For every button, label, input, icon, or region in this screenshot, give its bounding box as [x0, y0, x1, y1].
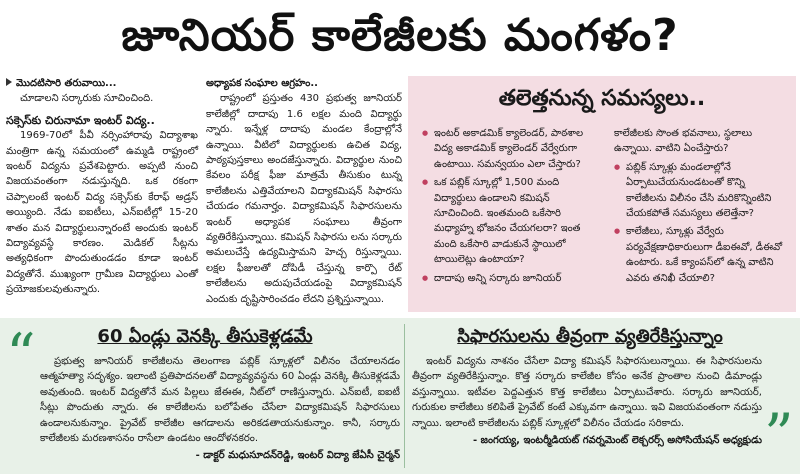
- list-item: ● దాదాపు అన్ని సర్కారు జూనియర్: [434, 271, 598, 286]
- column-divider: [404, 324, 405, 468]
- quotes-section: [0, 318, 800, 474]
- quote-a-title: 60 ఏండ్లు వెనక్కి తీసుకెళ్లడమే: [97, 326, 313, 347]
- body-text: 1969-70లో పీవీ నర్సింహారావు విద్యాశాఖ మంత్రిగా ఉన్న సమయంలో ఉమ్మడి రాష్ట్రంలో ఇంటర్ విద్యను ప్రవేశపెట్టారు. అప్పటి నుంచి విజయవంతంగా నడుస్తున్నది. ఒక రకంగా చెప్పాలంటే ఇంటర్ విద్య సక్సెస్‌కు కేరాఫ్ అడ్రస్ అయ్యింది. నేడు ఐఐటీలు, ఎన్ఐటీల్లో 15-20 శాతం మన విద్యార్థులున్నారంటే అందుకు ఇంటర్ విద్యావ్యవస్థే కారణం. మెడికల్ సీట్లను అత్యధికంగా పొందుతుండడం కూడా ఇంటర్ విద్యతోనే. ముఖ్యంగా గ్రామీణ విద్యార్థులు ఎంతో ప్రయోజకులవుతున్నారు.: [6, 130, 198, 296]
- quote-open-icon: “: [6, 321, 36, 389]
- quote-a-body: ప్రభుత్వ జూనియర్ కాలేజీలను తెలంగాణ పబ్లిక్ స్కూళ్లలో విలీనం చేయాలనడం ఆత్మహత్యా సదృశ్యం. ఇలాంటి ప్రతిపాదనలతో విద్యావ్యవస్థను 60 ఏండ్లు వెనక్కి తీసుకెళ్లడమే అవుతుంది. ఇంటర్ విద్యతోనే మన పిల్లలు జేఈఈ, నీట్‌లో రాణిస్తున్నారు. ఎన్ఐటీ, ఐఐటీ సీట్లు పొందుతు న్నారు. ఈ కాలేజీలను బలోపేతం చేసేలా విద్యాకమిషన్ సిఫారసులు ఉండాలనుకున్నాం. ప్రైవేట్ కాలేజీల ఆగడాలను అరికడతాయనుకున్నాం. కానీ, సర్కారు కాలేజీలకు మరణశాసనం రాసేలా ఉండటం ఆందోళనకరం. - డాక్టర్ మధుసూదన్‌రెడ్డి, ఇంటర్ విద్యా జేఏసీ చైర్మన్: [40, 354, 400, 474]
- kicker: మొదటిసారి తరువాయి...: [6, 76, 198, 91]
- article-column-1: [6, 76, 198, 298]
- body-text: రాష్ట్రంలో ప్రస్తుతం 430 ప్రభుత్వ జూనియర్ కాలేజీల్లో దాదాపు 1.6 లక్షల మంది విద్యార్థు న్నారు. ఇన్నేళ్ల దాదాపు మండల కేంద్రాల్లోనే ఉన్నాయి. వీటిలో విద్యార్థులకు ఉచిత విద్య, పాఠ్యపుస్తకాలు అందజేస్తున్నారు. విద్యార్థుల నుంచి కేవలం పరీక్ష ఫీజు మాత్రమే తీసుకుం టున్న కాలేజీలను ఎత్తివేయాలని విద్యాకమిషన్ సిఫారసు చేయడం గమనార్హం. విద్యాకమిషన్ సిఫారసులను ఇంటర్ అధ్యాపక సంఘాలు తీవ్రంగా వ్యతిరేకిస్తున్నాయి. కమిషన్ సిఫారసు లను సర్కారు అమలుచేస్తే ఉద్యమిస్తామని హెచ్చ రిస్తున్నాయి. లక్షల ఫీజులతో దోపిడీ చేస్తున్న కార్పొ రేట్ కాలేజీలను అదుపుచేయడంపై విద్యాకమిషన్ ఎందుకు దృష్టిసారించడం లేదని ప్రశ్నిస్తున్నాయి.: [206, 93, 402, 305]
- quote-b-body: ఇంటర్ విద్యను నాశనం చేసేలా విద్యా కమిషన్ సిఫారసులున్నాయి. ఈ సిఫారసులను తీవ్రంగా వ్యతిరేకిస్తున్నాం. కొత్త సర్కారు కాలేజీల కోసం అనేక ప్రాంతాల నుంచి డిమాండ్లు వస్తున్నాయి. ఇటీవల పెద్దఎత్తున కొత్త కాలేజీలు ఏర్పాటుచేశారు. సర్కారు జూనియర్, గురుకుల కాలేజీలు కలిపితే ప్రైవేట్ కంటే ఎక్కువగా ఉన్నాయి. ఇవి విజయవంతంగా నడుస్తు న్నాయి. ఇలాంటి కాలేజీలను పబ్లిక్ స్కూళ్లలో విలీనం చేయడం సరికాదు. - జంగయ్య, ఇంటర్మీడియట్ గవర్నమెంట్ లెక్చరర్స్ అసోసియేషన్ అధ్యక్షుడు: [412, 354, 762, 458]
- continued-text: కాలేజీలకు సొంత భవనాలు, స్థలాలు ఉన్నాయి. వాటిని ఏంచేస్తారు?: [614, 128, 753, 155]
- list-item: ● కాలేజీలు, స్కూళ్లు వేర్వేరు పర్యవేక్షణాధికారులుగా డీఐఈవో, డీఈవో ఉంటారు. ఒకే క్యాంపస్‌లో ఉన్న వాటిని ఎవరు తనిఖీ చేయాలి?: [626, 224, 784, 286]
- problems-right-column: [614, 126, 784, 289]
- quote-close-icon: ”: [764, 401, 794, 469]
- problems-left-column: [422, 126, 598, 289]
- quote-a-signature: - డాక్టర్ మధుసూదన్‌రెడ్డి, ఇంటర్ విద్యా జేఏసీ చైర్మన్: [195, 450, 400, 462]
- article-column-2: [206, 76, 402, 307]
- problems-box: [408, 76, 796, 312]
- list-item: ● పబ్లిక్ స్కూళ్లు మండలాల్లోనే ఏర్పాటుచేయనుండటంతో కొన్ని కాలేజీలను విలీనం చేసి మరికొన్నింటిని చేయకపోతే సమస్యలు తలెత్తేనా?: [626, 160, 784, 222]
- list-item: ● ఇంటర్ అకాడమిక్ క్యాలెండర్, పాఠశాల విద్య అకాడమిక్ క్యాలెండర్ వేర్వేరుగా ఉంటాయి. సమన్వయం ఎలా చేస్తారు?: [434, 126, 598, 172]
- lead-text: చూడాలని సర్కారుకు సూచించింది.: [20, 93, 154, 105]
- list-item: ● ఒక పబ్లిక్ స్కూల్లో 1,500 మంది విద్యార్థులు ఉండాలని కమిషన్ సూచించింది. ఇంతమంది ఒకేసారి మధ్యాహ్న భోజనం చేయగలరా? ఇంత మంది ఒకేసారి వాడుకునే స్థాయిలో టాయిలెట్లు ఉంటాయా?: [434, 175, 598, 267]
- triangle-icon: [6, 78, 12, 86]
- quote-b-title: సిఫారసులను తీవ్రంగా వ్యతిరేకిస్తున్నాం: [457, 326, 723, 347]
- subhead: సక్సెస్‌కు చిరునామా ఇంటర్ విద్య..: [6, 113, 155, 127]
- quote-b-signature: - జంగయ్య, ఇంటర్మీడియట్ గవర్నమెంట్ లెక్చరర్స్ అసోసియేషన్ అధ్యక్షుడు: [473, 435, 762, 447]
- problems-title: తలెత్తనున్న సమస్యలు..: [498, 86, 706, 111]
- kicker: అధ్యాపక సంఘాల ఆగ్రహం..: [206, 78, 318, 89]
- headline: జూనియర్ కాలేజీలకు మంగళం?: [121, 10, 679, 61]
